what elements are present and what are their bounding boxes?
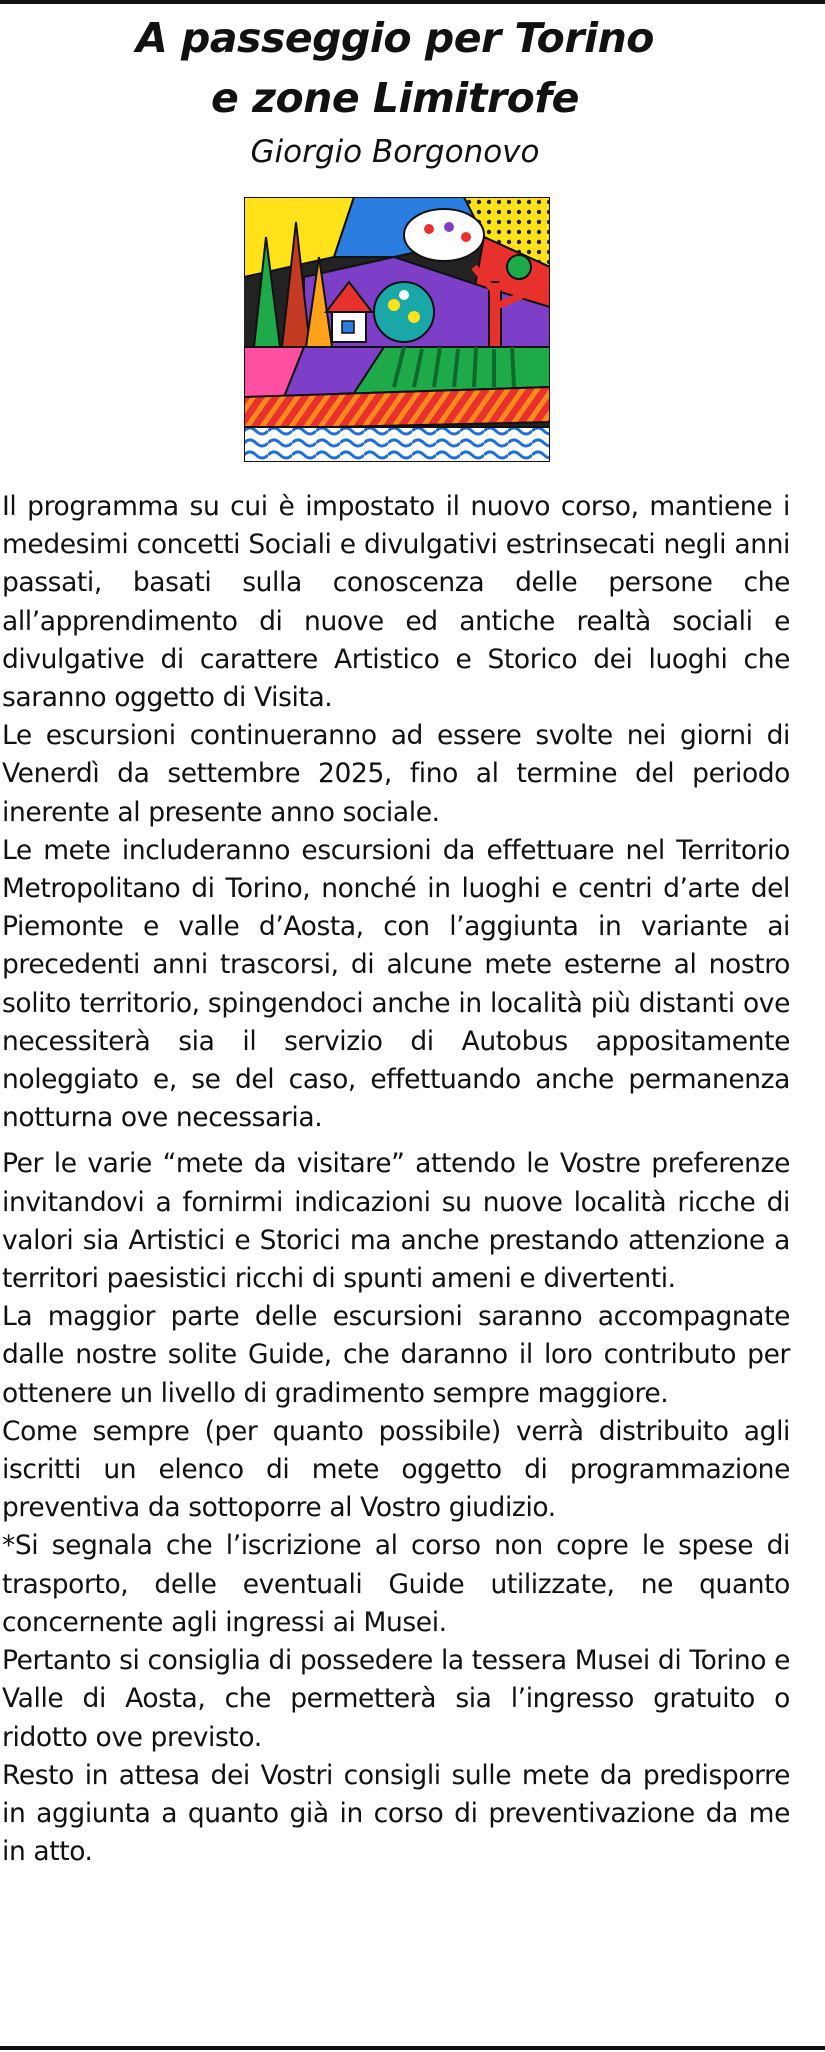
paragraph-8: Pertanto si consiglia di possedere la tessera Musei di Torino e Valle di Aosta, che permetterà sia l’ingresso gratuito o ridotto ove previsto. [2, 1645, 791, 1753]
paragraph-3: Le mete includeranno escursioni da effettuare nel Territorio Metropolitano di Torino, nonché in luoghi e centri d’arte del Piemonte e valle d’Aosta, con l’aggiunta in variante ai precedenti anni trascorsi, di alcune mete esterne al nostro solito territorio, spingendoci anche in località più distanti ove necessiterà sia il servizio di Autobus appositamente noleggiato e, se del caso, effettuando anche permanenza notturna ove necessaria. [2, 834, 790, 1134]
paragraph-5: La maggior parte delle escursioni saranno accompagnate dalle nostre solite Guide, che daranno il loro contributo per ottenere un livello di gradimento sempre maggiore. [2, 1301, 790, 1409]
author-name: Giorgio Borgonovo [250, 134, 540, 170]
top-border-rule [0, 0, 825, 4]
paragraph-7: *Si segnala che l’iscrizione al corso non copre le spese di trasporto, delle eventuali Guide utilizzate, ne quanto concernente agli ingressi ai Musei. [2, 1530, 790, 1638]
paragraph-6: Come sempre (per quanto possibile) verrà distribuito agli iscritti un elenco di mete oggetto di programmazione preventiva da sottoporre al Vostro giudizio. [2, 1415, 790, 1524]
document-body [2, 488, 790, 1871]
title-line-2: e zone Limitrofe [211, 74, 579, 122]
document-title [0, 8, 790, 128]
paragraph-9: Resto in attesa dei Vostri consigli sulle mete da predisporre in aggiunta a quanto già in corso di preventivazione da me in atto. [2, 1759, 790, 1868]
title-line-1: A passeggio per Torino [136, 14, 654, 62]
paragraph-4: Per le varie “mete da visitare” attendo le Vostre preferenze invitandovi a fornirmi indicazioni su nuove località ricche di valori sia Artistici e Storici ma anche prestando attenzione a territori paesistici ricchi di spunti ameni e divertenti. [2, 1148, 790, 1295]
paragraph-1: Il programma su cui è impostato il nuovo corso, mantiene i medesimi concetti Sociali e divulgativi estrinsecati negli anni passati, basati sulla conoscenza delle persone che all’apprendimento di nuove ed antiche realtà sociali e divulgative di carattere Artistico e Storico dei luoghi che saranno oggetto di Visita. [2, 491, 790, 714]
document-header [0, 8, 790, 172]
bottom-border-rule [0, 2046, 825, 2050]
pop-art-landscape-illustration [244, 197, 550, 462]
paragraph-2: Le escursioni continueranno ad essere svolte nei giorni di Venerdì da settembre 2025, fino al termine del periodo inerente al presente anno sociale. [2, 720, 790, 828]
